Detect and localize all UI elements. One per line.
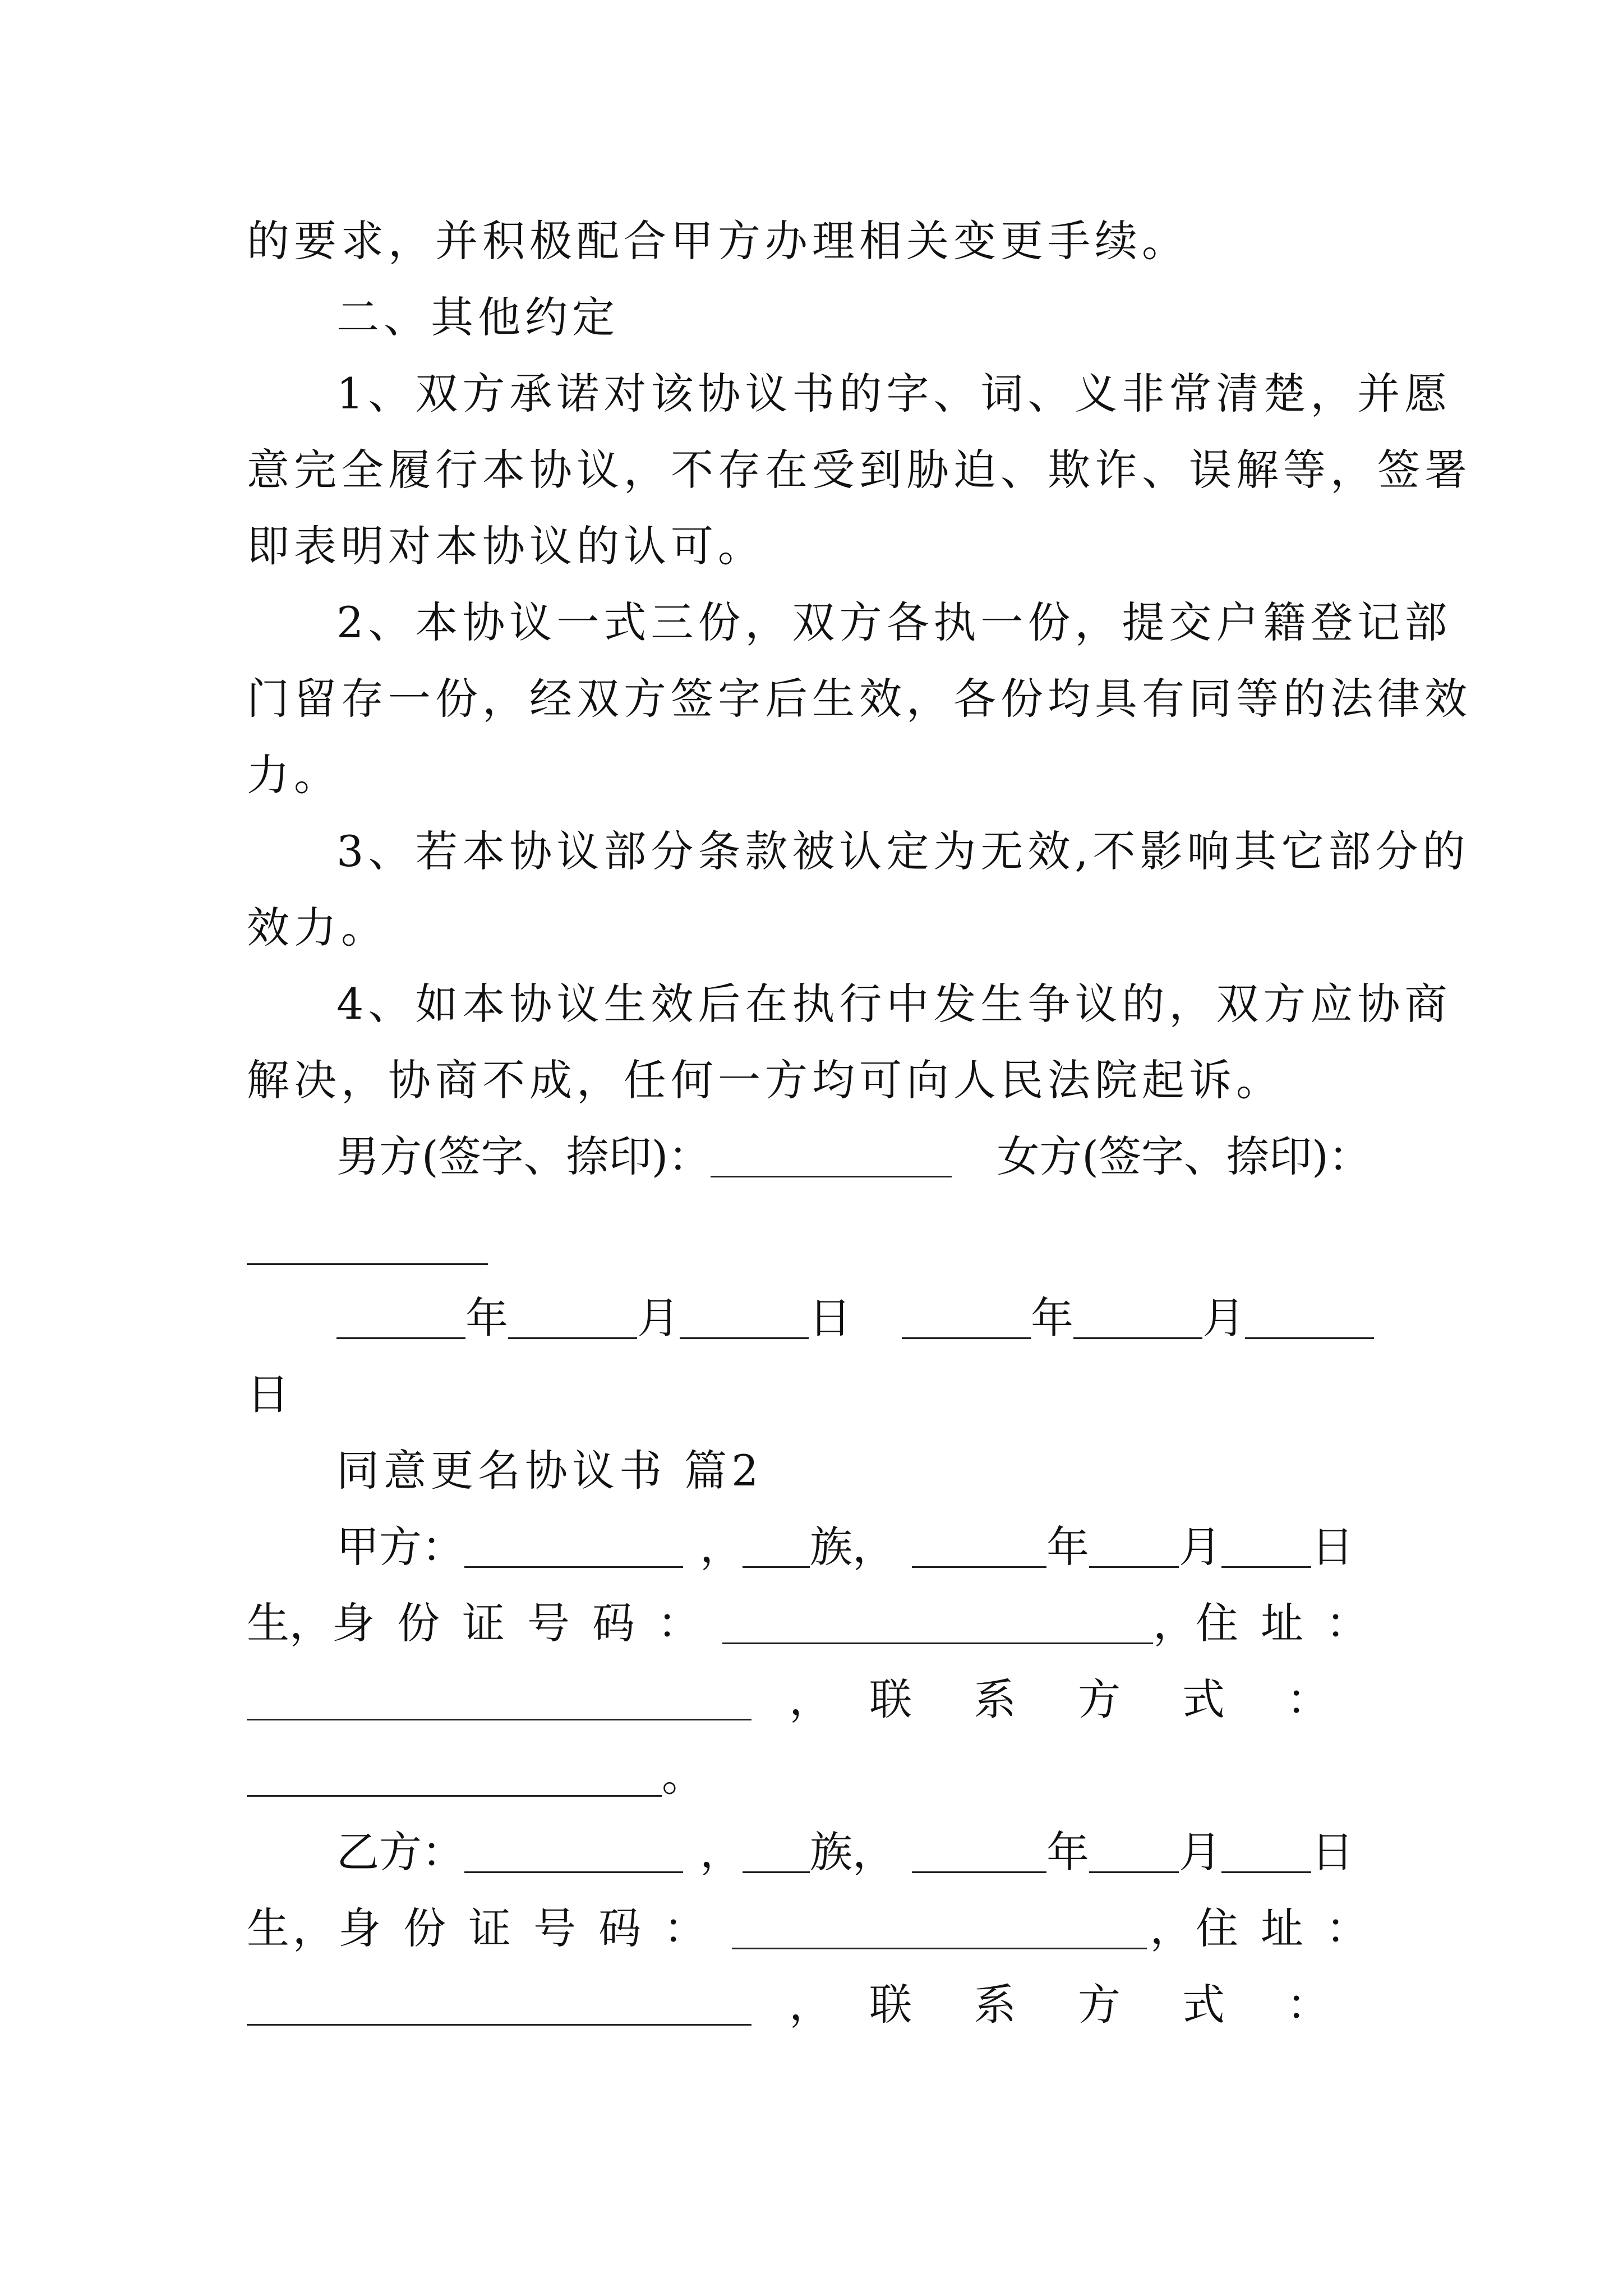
party-b-month-label: 月: [1179, 1827, 1221, 1877]
male-day-blank: [680, 1298, 809, 1339]
party-a-comma: ，: [789, 1674, 832, 1724]
party-a-addr-blank: [247, 1680, 751, 1720]
female-month-blank: [1073, 1298, 1202, 1339]
party-b-contact-label: 联系方式：: [869, 1980, 1391, 2030]
male-month-blank: [508, 1298, 637, 1339]
party-b-label: 乙方：: [336, 1827, 464, 1877]
party-a-label: 甲方：: [336, 1522, 464, 1572]
female-year-blank: [902, 1298, 1031, 1339]
party-a-comma: ，: [700, 1522, 743, 1572]
party-b-comma: ，: [292, 1903, 335, 1953]
date-line: [336, 1285, 1391, 1352]
signature-line: [336, 1123, 1391, 1190]
party-b-comma: ，: [700, 1827, 743, 1877]
female-year-label: 年: [1031, 1293, 1073, 1343]
party-a-month-blank: [1089, 1527, 1179, 1568]
party-b-day-blank: [1221, 1832, 1311, 1873]
party-a-year-blank: [912, 1527, 1046, 1568]
female-signature-label: 女方(签字、捺印)：: [997, 1131, 1371, 1181]
party-b-year-blank: [912, 1832, 1046, 1873]
male-signature-label: 男方(签字、捺印)：: [336, 1131, 711, 1181]
party-a-period: 。: [662, 1751, 704, 1801]
party-b-id-label: 身份证号码：: [338, 1903, 729, 1953]
party-a-month-label: 月: [1179, 1522, 1221, 1572]
party-a-id-blank: [722, 1603, 1153, 1644]
party-a-born: 生: [247, 1598, 289, 1648]
party-b-born: 生: [247, 1903, 289, 1953]
party-a-day-blank: [1221, 1527, 1311, 1568]
party-b-month-blank: [1089, 1832, 1179, 1873]
party-a-line-4: [247, 1742, 1391, 1810]
text-line: 效力。: [247, 903, 388, 953]
female-signature-blank: [247, 1223, 488, 1265]
female-day-blank: [1245, 1298, 1374, 1339]
party-a-contact-label: 联系方式：: [869, 1674, 1391, 1724]
party-a-name-blank: [464, 1527, 683, 1568]
text-line: 门留存一份，经双方签字后生效，各份均具有同等的法律效: [247, 674, 1472, 724]
party-b-name-blank: [464, 1832, 683, 1873]
male-month-label: 月: [637, 1293, 680, 1343]
male-signature-blank: [711, 1137, 952, 1177]
party-a-comma: ，: [289, 1598, 332, 1648]
party-b-line-1: [336, 1819, 1391, 1886]
male-day-label: 日: [809, 1293, 851, 1343]
party-a-id-label: 身份证号码：: [332, 1598, 722, 1648]
party-a-year-label: 年: [1046, 1522, 1089, 1572]
party-a-line-1: [336, 1513, 1391, 1581]
party-b-id-blank: [732, 1908, 1147, 1949]
party-b-comma: ，: [789, 1980, 832, 2030]
text-line: 即表明对本协议的认可。: [247, 521, 765, 571]
party-b-ethnic-blank: [743, 1832, 810, 1873]
party-b-ethnic-label: 族，: [810, 1827, 895, 1877]
party-b-addr-label: 住址：: [1195, 1903, 1391, 1953]
party-a-line-3: [247, 1666, 1391, 1733]
party-a-day-label: 日: [1311, 1522, 1354, 1572]
male-year-label: 年: [465, 1293, 508, 1343]
party-a-addr-label: 住址：: [1196, 1598, 1391, 1648]
party-b-comma: ，: [1150, 1903, 1193, 1953]
party-b-line-3: [247, 1971, 1391, 2039]
party-b-day-label: 日: [1311, 1827, 1354, 1877]
party-a-ethnic-blank: [743, 1527, 810, 1568]
text-line: 1、双方承诺对该协议书的字、词、义非常清楚，并愿: [336, 369, 1452, 418]
party-b-year-label: 年: [1046, 1827, 1089, 1877]
section-heading: 二、其他约定: [336, 292, 619, 342]
party-a-line-2: [247, 1590, 1391, 1657]
text-line: 3、若本协议部分条款被认定为无效,不影响其它部分的: [336, 826, 1470, 876]
female-month-label: 月: [1202, 1293, 1245, 1343]
text-line: 2、本协议一式三份，双方各执一份，提交户籍登记部: [336, 597, 1452, 647]
text-line: 解决，协商不成，任何一方均可向人民法院起诉。: [247, 1055, 1283, 1105]
text-line: 力。: [247, 750, 341, 800]
text-line: 的要求，并积极配合甲方办理相关变更手续。: [247, 216, 1189, 266]
party-a-ethnic-label: 族，: [810, 1522, 895, 1572]
party-b-addr-blank: [247, 1985, 751, 2026]
section-title: 同意更名协议书 篇2: [336, 1446, 763, 1496]
party-b-line-2: [247, 1895, 1391, 1962]
party-a-comma: ，: [1153, 1598, 1196, 1648]
male-year-blank: [336, 1298, 465, 1339]
date-day-wrap: 日: [247, 1369, 294, 1419]
party-a-contact-blank: [247, 1756, 662, 1797]
text-line: 4、如本协议生效后在执行中发生争议的，双方应协商: [336, 979, 1452, 1029]
text-line: 意完全履行本协议，不存在受到胁迫、欺诈、误解等，签署: [247, 445, 1472, 495]
